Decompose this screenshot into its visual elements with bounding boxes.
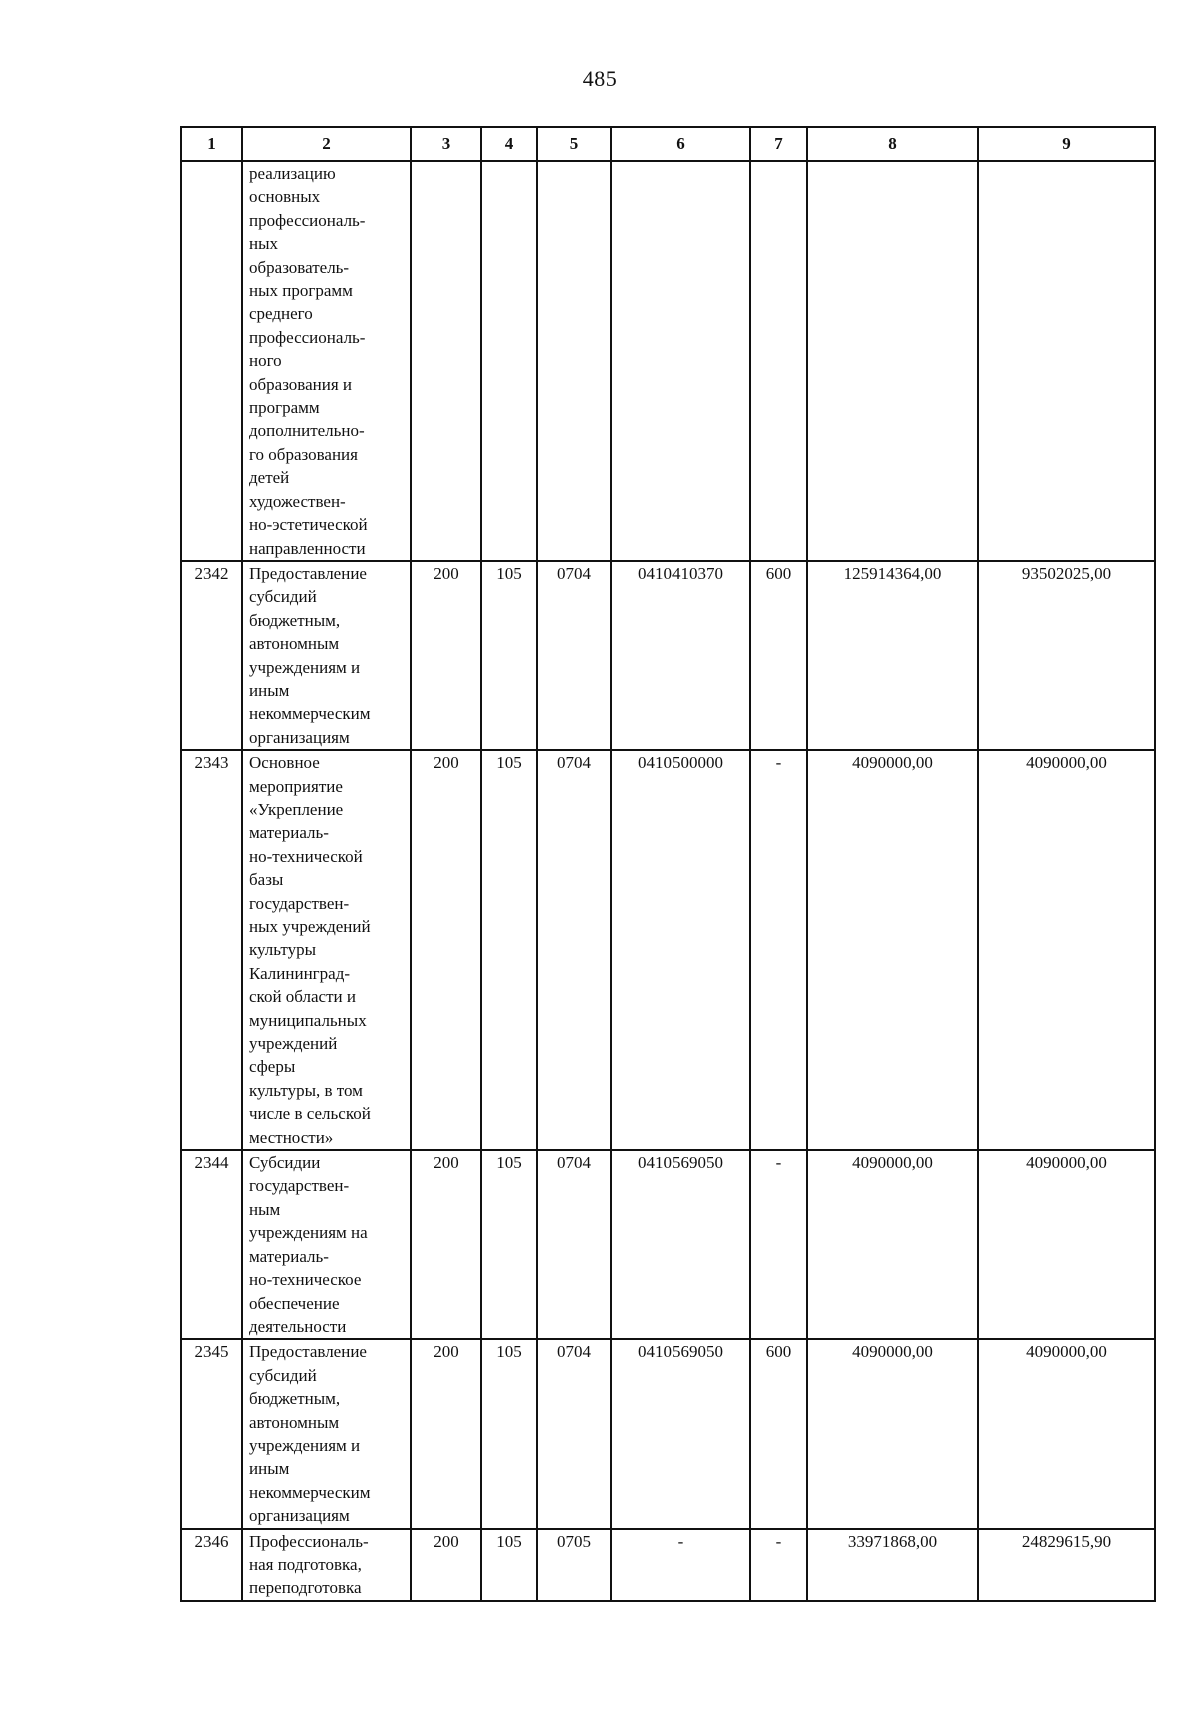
col4-cell: 105 xyxy=(481,1529,537,1601)
col4-cell: 105 xyxy=(481,1339,537,1528)
col7-cell: - xyxy=(750,750,807,1150)
row-number-cell: 2342 xyxy=(181,561,242,750)
header-cell: 1 xyxy=(181,127,242,161)
col3-cell: 200 xyxy=(411,561,481,750)
amount-col8-cell xyxy=(807,161,978,561)
code-cell: 0410569050 xyxy=(611,1150,750,1339)
header-cell: 8 xyxy=(807,127,978,161)
col5-cell: 0704 xyxy=(537,561,611,750)
row-name-cell: Основное мероприятие «Укрепление материаль- но-технической базы государствен- ных учреждений культуры Калининград- ской области и муниципальных учреждений сферы культуры, в том числе в сельской местности» xyxy=(242,750,411,1150)
table-row xyxy=(181,1339,1155,1528)
col4-cell: 105 xyxy=(481,750,537,1150)
header-cell: 7 xyxy=(750,127,807,161)
row-name-cell: Профессиональ- ная подготовка, переподготовка xyxy=(242,1529,411,1601)
col7-cell: 600 xyxy=(750,561,807,750)
table-body xyxy=(181,161,1155,1601)
col3-cell: 200 xyxy=(411,1529,481,1601)
header-cell: 5 xyxy=(537,127,611,161)
col5-cell: 0705 xyxy=(537,1529,611,1601)
row-number-cell xyxy=(181,161,242,561)
amount-col8-cell: 125914364,00 xyxy=(807,561,978,750)
amount-col9-cell: 4090000,00 xyxy=(978,1339,1155,1528)
row-name-cell: Предоставление субсидий бюджетным, автономным учреждениям и иным некоммерческим организациям xyxy=(242,561,411,750)
row-name-cell: реализацию основных профессиональ- ных образователь- ных программ среднего профессиональ- ного образования и программ дополнительно- го образования детей художествен- но-эстетической направленности xyxy=(242,161,411,561)
budget-table xyxy=(180,126,1156,1602)
header-cell: 6 xyxy=(611,127,750,161)
col7-cell: - xyxy=(750,1150,807,1339)
row-name-cell: Субсидии государствен- ным учреждениям на материаль- но-техническое обеспечение деятельности xyxy=(242,1150,411,1339)
amount-col9-cell xyxy=(978,161,1155,561)
header-row xyxy=(181,127,1155,161)
header-cell: 3 xyxy=(411,127,481,161)
col7-cell xyxy=(750,161,807,561)
col5-cell: 0704 xyxy=(537,750,611,1150)
amount-col9-cell: 93502025,00 xyxy=(978,561,1155,750)
col3-cell: 200 xyxy=(411,750,481,1150)
table-row xyxy=(181,1529,1155,1601)
table-row xyxy=(181,561,1155,750)
col3-cell: 200 xyxy=(411,1150,481,1339)
code-cell xyxy=(611,161,750,561)
table-row xyxy=(181,161,1155,561)
code-cell: - xyxy=(611,1529,750,1601)
amount-col8-cell: 33971868,00 xyxy=(807,1529,978,1601)
col7-cell: 600 xyxy=(750,1339,807,1528)
amount-col8-cell: 4090000,00 xyxy=(807,750,978,1150)
col4-cell: 105 xyxy=(481,1150,537,1339)
header-cell: 4 xyxy=(481,127,537,161)
col5-cell: 0704 xyxy=(537,1339,611,1528)
amount-col9-cell: 4090000,00 xyxy=(978,750,1155,1150)
amount-col9-cell: 4090000,00 xyxy=(978,1150,1155,1339)
col4-cell xyxy=(481,161,537,561)
col3-cell xyxy=(411,161,481,561)
row-number-cell: 2346 xyxy=(181,1529,242,1601)
col4-cell: 105 xyxy=(481,561,537,750)
amount-col8-cell: 4090000,00 xyxy=(807,1150,978,1339)
code-cell: 0410410370 xyxy=(611,561,750,750)
header-cell: 2 xyxy=(242,127,411,161)
col5-cell xyxy=(537,161,611,561)
amount-col8-cell: 4090000,00 xyxy=(807,1339,978,1528)
header-cell: 9 xyxy=(978,127,1155,161)
page-number: 485 xyxy=(582,66,618,91)
table-row xyxy=(181,1150,1155,1339)
table-row xyxy=(181,750,1155,1150)
row-number-cell: 2344 xyxy=(181,1150,242,1339)
col3-cell: 200 xyxy=(411,1339,481,1528)
code-cell: 0410500000 xyxy=(611,750,750,1150)
col5-cell: 0704 xyxy=(537,1150,611,1339)
row-number-cell: 2343 xyxy=(181,750,242,1150)
col7-cell: - xyxy=(750,1529,807,1601)
row-number-cell: 2345 xyxy=(181,1339,242,1528)
code-cell: 0410569050 xyxy=(611,1339,750,1528)
row-name-cell: Предоставление субсидий бюджетным, автономным учреждениям и иным некоммерческим организациям xyxy=(242,1339,411,1528)
amount-col9-cell: 24829615,90 xyxy=(978,1529,1155,1601)
